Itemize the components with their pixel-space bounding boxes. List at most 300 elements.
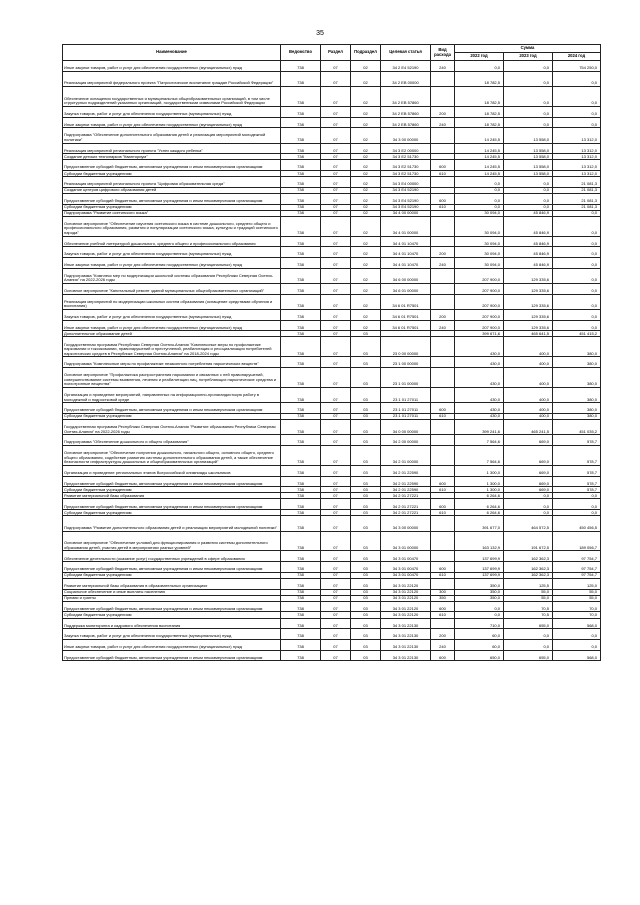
row-name: Подпрограмма "Обеспечение дошкольного и общего образования" <box>63 435 281 446</box>
row-name: Государственная программа Республики Северная Осетия-Алания "Комплексные меры по профилактике наркомании и токсикомании, правонарушений и преступлений, реабилитация и ресоциализация потребителей наркотических средств в Республике Северная Осетия-Алания" на 2018-2024 годы <box>63 337 281 357</box>
row-section: 07 <box>321 247 351 258</box>
table-row <box>63 268 601 283</box>
row-subsection: 03 <box>351 413 381 419</box>
row-amount-2024: 380,0 <box>553 413 601 419</box>
row-name: Субсидии бюджетным учреждениям <box>63 572 281 578</box>
row-section: 07 <box>321 516 351 531</box>
row-name: Реализация мероприятий регионального проекта "Успех каждого ребенка" <box>63 143 281 154</box>
row-name: Обеспечение оснащения государственных и муниципальных общеобразовательных организаций, в том числе структурных подразделений указанных организаций, государственными символами Российской Федерации <box>63 86 281 106</box>
row-expense-type <box>431 128 455 143</box>
row-expense-type <box>431 177 455 188</box>
row-subsection: 03 <box>351 650 381 661</box>
table-row <box>63 337 601 357</box>
row-amount-2024: 125,0 <box>553 578 601 589</box>
row-amount-2024: 0,0 <box>553 86 601 106</box>
row-name: Реализация мероприятий федерального проекта "Патриотическое воспитание граждан Российской Федерации" <box>63 71 281 86</box>
header-year-2022: 2022 год <box>455 53 504 61</box>
row-amount-2023: 45 846,9 <box>504 247 553 258</box>
row-target-item: 34 3 01 22120 <box>381 589 431 595</box>
row-section: 07 <box>321 618 351 629</box>
row-name: Иные закупки товаров, работ и услуг для обеспечения государственных (муниципальных) нужд <box>63 117 281 128</box>
row-target-item: 34 3 00 00000 <box>381 128 431 143</box>
row-section: 07 <box>321 562 351 573</box>
row-amount-2023: 669,0 <box>504 476 553 487</box>
row-section: 07 <box>321 446 351 466</box>
row-subsection: 03 <box>351 531 381 551</box>
row-expense-type: 240 <box>431 639 455 650</box>
row-amount-2024: 0,0 <box>553 210 601 216</box>
row-name: Развитие материальной базы образования в образовательных организациях <box>63 578 281 589</box>
row-amount-2024: 568,0 <box>553 618 601 629</box>
row-expense-type: 300 <box>431 589 455 595</box>
table-row <box>63 216 601 236</box>
row-subsection: 02 <box>351 268 381 283</box>
row-expense-type <box>431 618 455 629</box>
row-amount-2022: 163 132,9 <box>455 531 504 551</box>
row-name: Организация и проведение мероприятий, направленных на информационно-пропагандистскую работу в молодежной и подростковой среде <box>63 387 281 402</box>
row-section: 07 <box>321 510 351 516</box>
row-section: 07 <box>321 487 351 493</box>
row-amount-2022: 207 900,0 <box>455 284 504 295</box>
row-section: 07 <box>321 171 351 177</box>
table-row <box>63 143 601 154</box>
row-amount-2023: 162 362,3 <box>504 562 553 573</box>
row-department: 738 <box>281 71 321 86</box>
row-amount-2024: 754 250,0 <box>553 61 601 72</box>
row-department: 738 <box>281 551 321 562</box>
row-amount-2022: 399 671,6 <box>455 331 504 337</box>
row-section: 07 <box>321 216 351 236</box>
row-amount-2022: 0,0 <box>455 601 504 612</box>
row-name: Дополнительное образование детей <box>63 331 281 337</box>
table-row <box>63 446 601 466</box>
row-expense-type: 600 <box>431 476 455 487</box>
row-amount-2022: 30 094,0 <box>455 210 504 216</box>
row-amount-2024: 0,0 <box>553 510 601 516</box>
row-section: 07 <box>321 531 351 551</box>
table-row <box>63 61 601 72</box>
row-section: 07 <box>321 128 351 143</box>
row-expense-type <box>431 284 455 295</box>
row-target-item: 34 6 01 R7501 <box>381 320 431 331</box>
row-amount-2024: 568,0 <box>553 650 601 661</box>
row-amount-2024: 0,0 <box>553 320 601 331</box>
table-row <box>63 193 601 204</box>
row-amount-2023: 162 362,3 <box>504 551 553 562</box>
row-section: 07 <box>321 143 351 154</box>
row-department: 738 <box>281 572 321 578</box>
header-year-2024: 2024 год <box>553 53 601 61</box>
row-target-item: 34 3 E4 00000 <box>381 177 431 188</box>
row-department: 738 <box>281 143 321 154</box>
row-amount-2024: 0,0 <box>553 499 601 510</box>
table-row <box>63 578 601 589</box>
row-target-item: 34 3 01 22130 <box>381 650 431 661</box>
row-name: Иные закупки товаров, работ и услуг для обеспечения государственных (муниципальных) нужд <box>63 258 281 269</box>
row-section: 07 <box>321 493 351 499</box>
row-expense-type <box>431 465 455 476</box>
row-subsection: 03 <box>351 562 381 573</box>
row-amount-2024: 0,0 <box>553 639 601 650</box>
row-target-item: 34 4 01 10470 <box>381 258 431 269</box>
row-amount-2023: 45 846,9 <box>504 216 553 236</box>
row-amount-2023: 13 558,0 <box>504 128 553 143</box>
row-amount-2023: 465 241,5 <box>504 420 553 435</box>
table-row <box>63 236 601 247</box>
row-amount-2022: 14 245,5 <box>455 128 504 143</box>
row-target-item: 34 3 01 22130 <box>381 629 431 640</box>
row-target-item: 34 3 01 00000 <box>381 531 431 551</box>
row-subsection: 02 <box>351 320 381 331</box>
row-target-item: 34 3 E2 51730 <box>381 171 431 177</box>
row-amount-2024: 0,0 <box>553 71 601 86</box>
row-amount-2023: 400,0 <box>504 368 553 388</box>
row-amount-2023: 129 335,6 <box>504 310 553 321</box>
row-amount-2022: 14 245,5 <box>455 160 504 171</box>
table-row <box>63 601 601 612</box>
row-amount-2022: 350,0 <box>455 589 504 595</box>
row-expense-type: 240 <box>431 117 455 128</box>
row-amount-2022: 30 094,0 <box>455 216 504 236</box>
row-target-item: 34 3 01 22130 <box>381 639 431 650</box>
row-section: 07 <box>321 589 351 595</box>
row-amount-2023: 0,0 <box>504 86 553 106</box>
table-row <box>63 86 601 106</box>
row-section: 07 <box>321 210 351 216</box>
row-amount-2022: 207 900,0 <box>455 268 504 283</box>
header-sum: Сумма <box>455 45 601 53</box>
table-row <box>63 499 601 510</box>
row-amount-2022: 0,0 <box>455 204 504 210</box>
row-subsection: 02 <box>351 258 381 269</box>
row-subsection: 02 <box>351 117 381 128</box>
row-subsection: 03 <box>351 551 381 562</box>
row-amount-2024: 97 754,7 <box>553 562 601 573</box>
row-section: 07 <box>321 650 351 661</box>
row-name: Субсидии бюджетным учреждениям <box>63 413 281 419</box>
row-target-item: 34 2 01 27221 <box>381 499 431 510</box>
row-target-item: 34 4 01 00000 <box>381 216 431 236</box>
row-amount-2023: 669,0 <box>504 435 553 446</box>
row-name: Предоставление субсидий бюджетным, автономным учреждениям и иным некоммерческим организациям <box>63 160 281 171</box>
row-amount-2023: 125,5 <box>504 578 553 589</box>
row-department: 738 <box>281 476 321 487</box>
table-body <box>63 61 601 661</box>
row-section: 07 <box>321 117 351 128</box>
row-amount-2024: 380,0 <box>553 368 601 388</box>
row-target-item: 34 2 01 22590 <box>381 465 431 476</box>
row-amount-2022: 1 300,0 <box>455 465 504 476</box>
table-row <box>63 629 601 640</box>
row-amount-2023: 0,0 <box>504 61 553 72</box>
row-amount-2023: 0,0 <box>504 117 553 128</box>
row-name: Поддержка мониторинга и кадрового обеспечения воспитания <box>63 618 281 629</box>
row-department: 738 <box>281 331 321 337</box>
row-target-item: 34 3 E4 52190 <box>381 204 431 210</box>
row-amount-2024: 451 035,2 <box>553 420 601 435</box>
row-subsection: 02 <box>351 193 381 204</box>
row-amount-2022: 0,0 <box>455 612 504 618</box>
row-subsection: 03 <box>351 435 381 446</box>
row-subsection: 03 <box>351 595 381 601</box>
row-amount-2022: 0,0 <box>455 61 504 72</box>
row-amount-2023: 129 335,6 <box>504 320 553 331</box>
row-amount-2024: 13 312,0 <box>553 160 601 171</box>
row-subsection: 03 <box>351 639 381 650</box>
row-amount-2024: 189 056,7 <box>553 531 601 551</box>
row-amount-2023: 0,0 <box>504 193 553 204</box>
row-section: 07 <box>321 268 351 283</box>
row-expense-type: 240 <box>431 320 455 331</box>
table-row <box>63 465 601 476</box>
row-target-item: 23 1 01 27011 <box>381 387 431 402</box>
table-row <box>63 71 601 86</box>
row-section: 07 <box>321 595 351 601</box>
header-target-item: Целевая статья <box>381 45 431 61</box>
row-expense-type: 610 <box>431 204 455 210</box>
row-target-item: 34 3 E2 00000 <box>381 143 431 154</box>
row-subsection: 02 <box>351 216 381 236</box>
row-section: 07 <box>321 337 351 357</box>
row-amount-2022: 137 699,9 <box>455 572 504 578</box>
row-section: 07 <box>321 177 351 188</box>
row-expense-type <box>431 71 455 86</box>
row-name: Предоставление субсидий бюджетным, автономным учреждениям и иным некоммерческим организациям <box>63 403 281 414</box>
row-expense-type: 600 <box>431 403 455 414</box>
row-amount-2023: 0,0 <box>504 187 553 193</box>
row-expense-type: 200 <box>431 247 455 258</box>
table-row <box>63 294 601 309</box>
row-section: 07 <box>321 601 351 612</box>
row-target-item: 34 3 01 00470 <box>381 572 431 578</box>
row-amount-2024: 380,0 <box>553 403 601 414</box>
row-department: 738 <box>281 193 321 204</box>
table-row <box>63 320 601 331</box>
row-expense-type <box>431 387 455 402</box>
row-name: Создание центров цифрового образования детей <box>63 187 281 193</box>
row-amount-2024: 380,0 <box>553 357 601 368</box>
row-amount-2023: 0,0 <box>504 510 553 516</box>
row-expense-type <box>431 516 455 531</box>
row-name: Развитие материальной базы образования <box>63 493 281 499</box>
row-amount-2024: 0,0 <box>553 106 601 117</box>
row-department: 738 <box>281 612 321 618</box>
row-section: 07 <box>321 204 351 210</box>
page-number: 35 <box>316 30 324 37</box>
row-section: 07 <box>321 294 351 309</box>
row-amount-2022: 430,0 <box>455 403 504 414</box>
row-amount-2023: 70,5 <box>504 612 553 618</box>
row-amount-2022: 14 245,5 <box>455 171 504 177</box>
row-amount-2023: 13 558,0 <box>504 143 553 154</box>
table-row <box>63 562 601 573</box>
row-target-item: 34 2 EB 00000 <box>381 71 431 86</box>
row-department: 738 <box>281 493 321 499</box>
row-amount-2022: 650,0 <box>455 650 504 661</box>
row-amount-2022: 207 900,0 <box>455 320 504 331</box>
row-amount-2023: 129 335,6 <box>504 294 553 309</box>
row-target-item: 34 3 01 22120 <box>381 578 431 589</box>
header-section: Раздел <box>321 45 351 61</box>
row-amount-2024: 13 312,0 <box>553 128 601 143</box>
row-amount-2023: 669,0 <box>504 446 553 466</box>
row-target-item: 34 2 01 22590 <box>381 487 431 493</box>
row-target-item: 34 0 00 00000 <box>381 420 431 435</box>
table-row <box>63 177 601 188</box>
row-section: 07 <box>321 187 351 193</box>
row-amount-2023: 0,0 <box>504 177 553 188</box>
row-name: Предоставление субсидий бюджетным, автономным учреждениям и иным некоммерческим организациям <box>63 476 281 487</box>
row-expense-type: 200 <box>431 310 455 321</box>
row-target-item: 23 1 01 27011 <box>381 413 431 419</box>
row-subsection: 02 <box>351 177 381 188</box>
row-department: 738 <box>281 106 321 117</box>
row-section: 07 <box>321 61 351 72</box>
row-section: 07 <box>321 368 351 388</box>
row-name: Предоставление субсидий бюджетным, автономным учреждениям и иным некоммерческим организациям <box>63 562 281 573</box>
row-subsection: 03 <box>351 476 381 487</box>
table-row <box>63 387 601 402</box>
row-amount-2023: 13 558,0 <box>504 154 553 160</box>
row-amount-2023: 669,0 <box>504 465 553 476</box>
row-subsection: 03 <box>351 578 381 589</box>
row-name: Реализация мероприятий по модернизации школьных систем образования (оснащение средствами обучения и воспитания) <box>63 294 281 309</box>
row-name: Иные закупки товаров, работ и услуг для обеспечения государственных (муниципальных) нужд <box>63 320 281 331</box>
row-subsection: 02 <box>351 310 381 321</box>
row-amount-2022: 350,0 <box>455 595 504 601</box>
row-expense-type: 610 <box>431 487 455 493</box>
row-name: Иные закупки товаров, работ и услуг для обеспечения государственных (муниципальных) нужд <box>63 61 281 72</box>
row-amount-2023: 55,0 <box>504 589 553 595</box>
row-section: 07 <box>321 236 351 247</box>
row-amount-2024: 0,0 <box>553 258 601 269</box>
row-department: 738 <box>281 310 321 321</box>
row-expense-type: 610 <box>431 572 455 578</box>
row-expense-type: 600 <box>431 160 455 171</box>
row-amount-2022: 710,0 <box>455 618 504 629</box>
row-name: Основное мероприятие "Обеспечение условий для функционирования и развития системы дополнительного образования детей, участия детей в мероприятиях разных уровней" <box>63 531 281 551</box>
row-department: 738 <box>281 177 321 188</box>
row-amount-2024: 380,0 <box>553 337 601 357</box>
row-amount-2023: 400,0 <box>504 413 553 419</box>
row-expense-type: 240 <box>431 61 455 72</box>
row-expense-type: 600 <box>431 601 455 612</box>
row-department: 738 <box>281 86 321 106</box>
table-row <box>63 618 601 629</box>
row-name: Предоставление субсидий бюджетным, автономным учреждениям и иным некоммерческим организациям <box>63 499 281 510</box>
row-amount-2023: 465 641,5 <box>504 331 553 337</box>
row-subsection: 02 <box>351 154 381 160</box>
row-expense-type <box>431 368 455 388</box>
row-department: 738 <box>281 368 321 388</box>
row-expense-type <box>431 236 455 247</box>
row-amount-2024: 578,7 <box>553 446 601 466</box>
row-name: Создание детских технопарков "Кванториум" <box>63 154 281 160</box>
row-section: 07 <box>321 572 351 578</box>
row-target-item: 34 3 E2 51730 <box>381 154 431 160</box>
row-department: 738 <box>281 650 321 661</box>
table-row <box>63 247 601 258</box>
row-target-item: 34 6 00 00000 <box>381 268 431 283</box>
row-section: 07 <box>321 465 351 476</box>
row-subsection: 02 <box>351 210 381 216</box>
row-subsection: 03 <box>351 493 381 499</box>
row-target-item: 23 1 00 00000 <box>381 357 431 368</box>
row-department: 738 <box>281 435 321 446</box>
row-amount-2023: 13 558,0 <box>504 160 553 171</box>
row-amount-2022: 137 699,9 <box>455 562 504 573</box>
row-department: 738 <box>281 516 321 531</box>
row-subsection: 02 <box>351 236 381 247</box>
row-department: 738 <box>281 403 321 414</box>
row-amount-2022: 207 900,0 <box>455 310 504 321</box>
row-amount-2023: 162 362,3 <box>504 572 553 578</box>
row-amount-2024: 21 081,3 <box>553 177 601 188</box>
row-department: 738 <box>281 284 321 295</box>
row-amount-2023: 0,0 <box>504 499 553 510</box>
row-name: Подпрограмма "Развитие осетинского языка" <box>63 210 281 216</box>
row-amount-2022: 6 264,6 <box>455 499 504 510</box>
row-amount-2023: 464 572,5 <box>504 516 553 531</box>
row-target-item: 34 4 00 00000 <box>381 210 431 216</box>
row-expense-type <box>431 216 455 236</box>
table-row <box>63 368 601 388</box>
row-department: 738 <box>281 210 321 216</box>
row-section: 07 <box>321 629 351 640</box>
row-department: 738 <box>281 154 321 160</box>
row-department: 738 <box>281 629 321 640</box>
row-name: Основное мероприятие "Капитальный ремонт зданий муниципальных общеобразовательных организаций" <box>63 284 281 295</box>
row-department: 738 <box>281 247 321 258</box>
table-row <box>63 160 601 171</box>
row-expense-type <box>431 268 455 283</box>
table-row <box>63 106 601 117</box>
row-amount-2022: 1 300,0 <box>455 487 504 493</box>
row-subsection: 03 <box>351 618 381 629</box>
table-row <box>63 284 601 295</box>
row-amount-2024: 0,0 <box>553 629 601 640</box>
row-department: 738 <box>281 357 321 368</box>
row-amount-2024: 21 081,3 <box>553 204 601 210</box>
table-row <box>63 117 601 128</box>
row-expense-type <box>431 294 455 309</box>
row-department: 738 <box>281 413 321 419</box>
row-department: 738 <box>281 487 321 493</box>
table-row <box>63 516 601 531</box>
row-amount-2023: 70,5 <box>504 601 553 612</box>
row-section: 07 <box>321 499 351 510</box>
row-expense-type <box>431 435 455 446</box>
row-department: 738 <box>281 160 321 171</box>
table-row <box>63 435 601 446</box>
table-row <box>63 639 601 650</box>
row-amount-2022: 399 241,6 <box>455 420 504 435</box>
row-target-item: 34 4 01 10470 <box>381 236 431 247</box>
row-target-item: 23 1 01 00000 <box>381 368 431 388</box>
row-name: Государственная программа Республики Северная Осетия-Алания "Развитие образования Республики Северная Осетия-Алания" на 2022-2026 годы <box>63 420 281 435</box>
row-department: 738 <box>281 294 321 309</box>
row-name: Реализация мероприятий регионального проекта "Цифровая образовательная среда" <box>63 177 281 188</box>
row-subsection: 03 <box>351 465 381 476</box>
row-department: 738 <box>281 510 321 516</box>
row-name: Закупка товаров, работ и услуг для обеспечения государственных (муниципальных) нужд <box>63 310 281 321</box>
row-target-item: 34 2 00 00000 <box>381 435 431 446</box>
row-section: 07 <box>321 578 351 589</box>
row-expense-type: 240 <box>431 258 455 269</box>
table-row <box>63 258 601 269</box>
row-section: 07 <box>321 612 351 618</box>
row-subsection: 03 <box>351 629 381 640</box>
